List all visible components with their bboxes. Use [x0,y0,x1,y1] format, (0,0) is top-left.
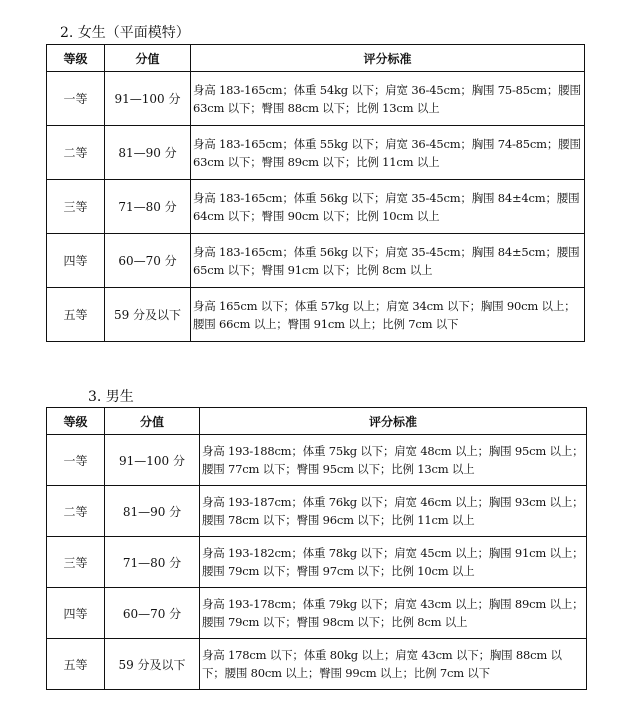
level-cell: 二等 [47,126,105,180]
score-cell: 60—70 分 [105,234,191,288]
table-row [47,537,587,588]
level-cell: 四等 [47,588,105,639]
header-level: 等级 [47,45,105,72]
level-cell: 一等 [47,72,105,126]
table-row [47,72,585,126]
level-cell: 二等 [47,486,105,537]
table-row [47,180,585,234]
table-row [47,435,587,486]
table-row [47,639,587,690]
header-level: 等级 [47,408,105,435]
criteria-cell: 身高 193-182cm；体重 78kg 以下；肩宽 45cm 以上；胸围 91cm 以上；腰围 79cm 以下；臀围 97cm 以下；比例 10cm 以上 [200,537,587,588]
female-grading-table [46,44,585,342]
score-cell: 60—70 分 [105,588,200,639]
level-cell: 三等 [47,180,105,234]
table-row [47,126,585,180]
level-cell: 一等 [47,435,105,486]
score-cell: 81—90 分 [105,486,200,537]
score-cell: 71—80 分 [105,180,191,234]
criteria-cell: 身高 193-187cm；体重 76kg 以下；肩宽 46cm 以上；胸围 93cm 以上；腰围 78cm 以下；臀围 96cm 以下；比例 11cm 以上 [200,486,587,537]
male-grading-table [46,407,587,690]
table-header-row [47,408,587,435]
criteria-cell: 身高 193-188cm；体重 75kg 以下；肩宽 48cm 以上；胸围 95cm 以上；腰围 77cm 以下；臀围 95cm 以下；比例 13cm 以上 [200,435,587,486]
score-cell: 59 分及以下 [105,639,200,690]
table-row [47,234,585,288]
female-section-title: 2. 女生（平面模特） [60,25,190,41]
level-cell: 三等 [47,537,105,588]
header-criteria: 评分标准 [191,45,585,72]
criteria-cell: 身高 178cm 以下；体重 80kg 以上；肩宽 43cm 以下；胸围 88cm 以下；腰围 80cm 以上；臀围 99cm 以上；比例 7cm 以下 [200,639,587,690]
male-section-title: 3. 男生 [88,389,134,405]
table-row [47,588,587,639]
level-cell: 五等 [47,288,105,342]
criteria-cell: 身高 183-165cm；体重 55kg 以下；肩宽 36-45cm；胸围 74-85cm；腰围 63cm 以下；臀围 89cm 以下；比例 11cm 以上 [191,126,585,180]
level-cell: 四等 [47,234,105,288]
criteria-cell: 身高 193-178cm；体重 79kg 以下；肩宽 43cm 以上；胸围 89cm 以上；腰围 79cm 以下；臀围 98cm 以下；比例 8cm 以上 [200,588,587,639]
score-cell: 91—100 分 [105,72,191,126]
score-cell: 91—100 分 [105,435,200,486]
criteria-cell: 身高 183-165cm；体重 56kg 以下；肩宽 35-45cm；胸围 84±4cm；腰围 64cm 以下；臀围 90cm 以下；比例 10cm 以上 [191,180,585,234]
score-cell: 81—90 分 [105,126,191,180]
header-score: 分值 [105,408,200,435]
criteria-cell: 身高 183-165cm；体重 54kg 以下；肩宽 36-45cm；胸围 75-85cm；腰围 63cm 以下；臀围 88cm 以下；比例 13cm 以上 [191,72,585,126]
criteria-cell: 身高 183-165cm；体重 56kg 以下；肩宽 35-45cm；胸围 84±5cm；腰围 65cm 以下；臀围 91cm 以下；比例 8cm 以上 [191,234,585,288]
header-score: 分值 [105,45,191,72]
level-cell: 五等 [47,639,105,690]
header-criteria: 评分标准 [200,408,587,435]
table-header-row [47,45,585,72]
score-cell: 59 分及以下 [105,288,191,342]
table-row [47,486,587,537]
score-cell: 71—80 分 [105,537,200,588]
table-row [47,288,585,342]
criteria-cell: 身高 165cm 以下；体重 57kg 以上；肩宽 34cm 以下；胸围 90cm 以上； 腰围 66cm 以上；臀围 91cm 以上；比例 7cm 以下 [191,288,585,342]
